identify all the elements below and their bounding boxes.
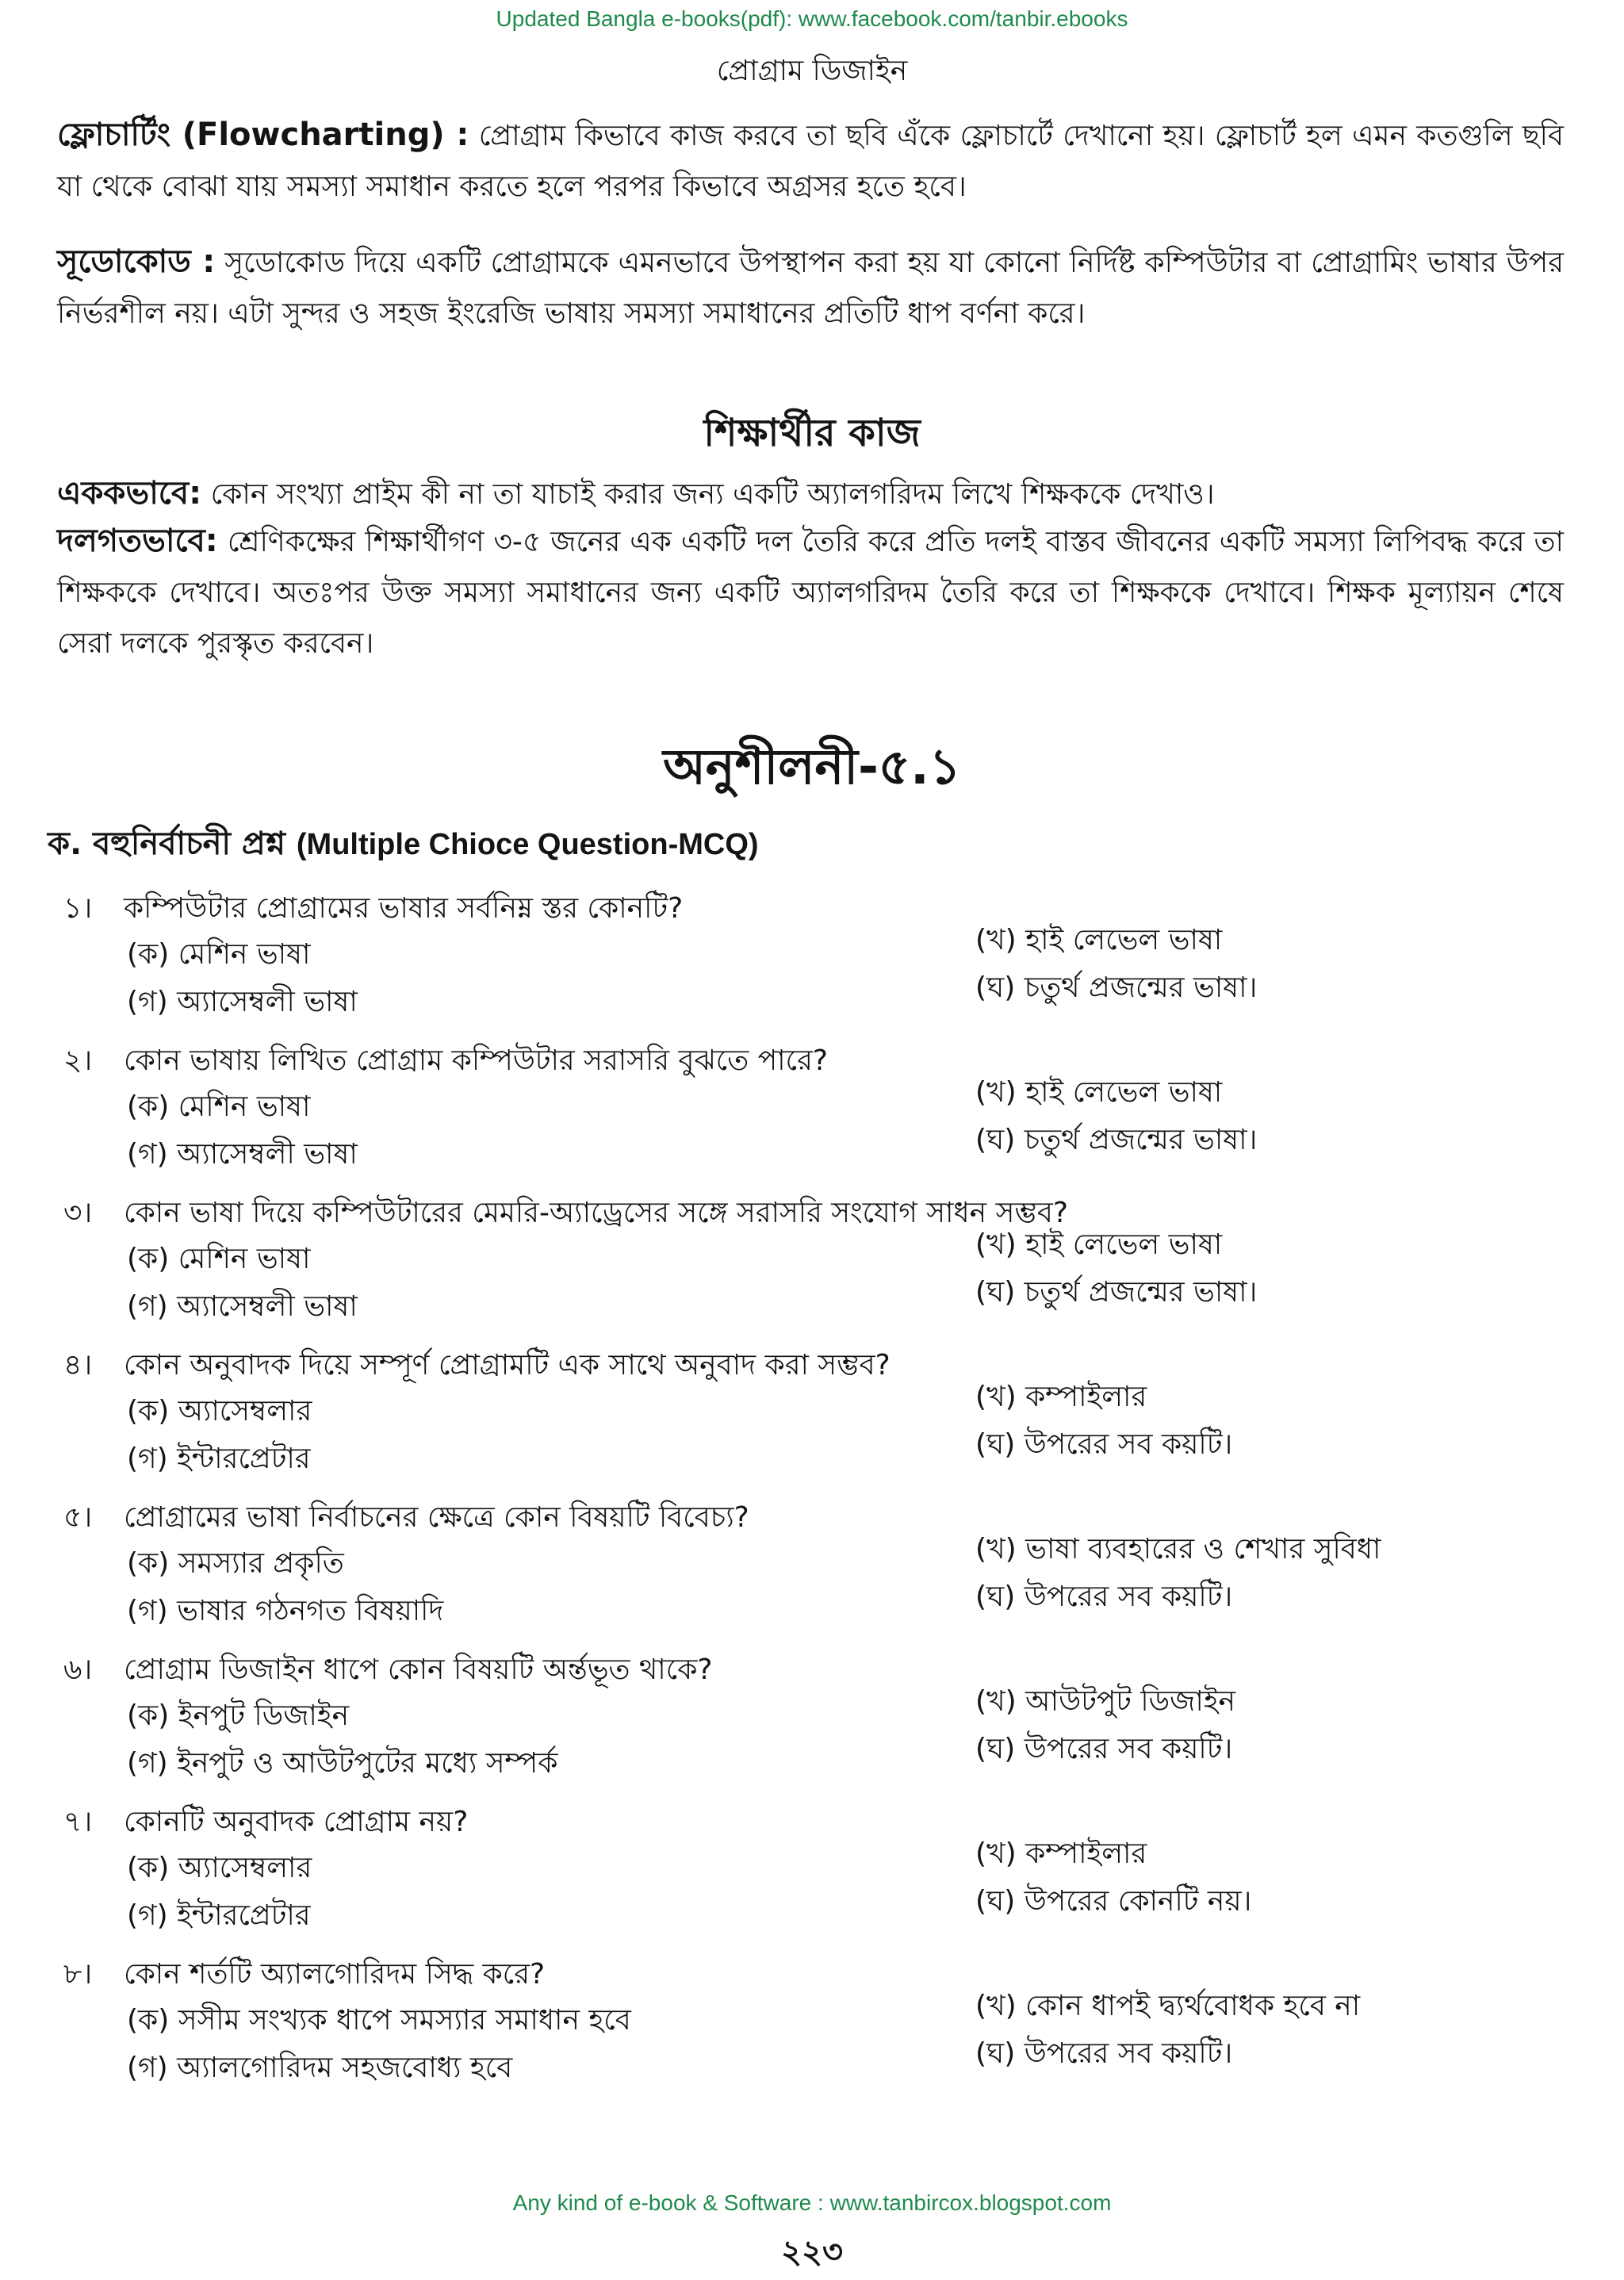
option-ka: (ক) সমস্যার প্রকৃতি: [127, 1547, 344, 1580]
individual-term: এককভাবে:: [57, 475, 202, 512]
question-stem: [63, 1952, 545, 2000]
question-number: ৪।: [63, 1349, 93, 1381]
pseudocode-paragraph: [57, 236, 1564, 339]
question-4: [63, 1343, 1570, 1494]
option-ga: (গ) অ্যালগোরিদম সহজবোধ্য হবে: [127, 2052, 513, 2084]
option-ka: (ক) মেশিন ভাষা: [127, 1243, 311, 1275]
question-number: ৫।: [63, 1501, 93, 1534]
question-text: কোন শর্তটি অ্যালগোরিদম সিদ্ধ করে?: [124, 1958, 546, 1991]
flowcharting-paragraph: [57, 109, 1564, 213]
question-text: কোন ভাষায় লিখিত প্রোগ্রাম কম্পিউটার সরাসরি বুঝতে পারে?: [124, 1044, 828, 1077]
question-number: ৭।: [63, 1806, 93, 1838]
question-number: ৮।: [63, 1958, 93, 1991]
question-5: [63, 1496, 1570, 1646]
exercise-heading: অনুশীলনী-৫.১: [663, 738, 961, 795]
question-stem: [63, 1496, 749, 1543]
option-kha: (খ) কোন ধাপই দ্ব্যর্থবোধক হবে না: [975, 1990, 1361, 2022]
question-stem: [63, 1800, 468, 1848]
question-8: [63, 1952, 1570, 2103]
option-ka: (ক) ইনপুট ডিজাইন: [127, 1699, 350, 1732]
question-stem: [63, 1343, 891, 1391]
option-gha: (ঘ) চতুর্থ প্রজন্মের ভাষা।: [975, 971, 1258, 1004]
mcq-heading-en: (Multiple Chioce Question-MCQ): [296, 828, 759, 861]
option-gha: (ঘ) চতুর্থ প্রজন্মের ভাষা।: [975, 1124, 1258, 1156]
option-kha: (খ) আউটপুট ডিজাইন: [975, 1685, 1235, 1718]
option-ga: (গ) ইন্টারপ্রেটার: [127, 1443, 311, 1475]
question-7: [63, 1800, 1570, 1951]
group-term: দলগতভাবে:: [57, 523, 218, 559]
option-kha: (খ) কম্পাইলার: [975, 1837, 1147, 1870]
option-ka: (ক) মেশিন ভাষা: [127, 1090, 311, 1123]
question-3: [63, 1191, 1570, 1342]
question-stem: [63, 1191, 1068, 1239]
option-kha: (খ) কম্পাইলার: [975, 1381, 1147, 1413]
option-gha: (ঘ) চতুর্থ প্রজন্মের ভাষা।: [975, 1276, 1258, 1309]
option-ga: (গ) অ্যাসেম্বলী ভাষা: [127, 1138, 358, 1171]
question-text: কোন ভাষা দিয়ে কম্পিউটারের মেমরি-অ্যাড্রেসের সঙ্গে সরাসরি সংযোগ সাধন সম্ভব?: [124, 1197, 1068, 1229]
question-stem: [63, 1039, 828, 1086]
flowcharting-term: ফ্লোচার্টিং (Flowcharting) :: [57, 117, 469, 153]
option-ga: (গ) ভাষার গঠনগত বিষয়াদি: [127, 1595, 444, 1627]
question-6: [63, 1648, 1570, 1799]
option-kha: (খ) হাই লেভেল ভাষা: [975, 1076, 1223, 1109]
option-gha: (ঘ) উপরের সব কয়টি।: [975, 1733, 1233, 1765]
option-kha: (খ) হাই লেভেল ভাষা: [975, 924, 1223, 956]
option-ka: (ক) অ্যাসেম্বলার: [127, 1852, 312, 1884]
question-text: কম্পিউটার প্রোগ্রামের ভাষার সর্বনিম্ন স্তর কোনটি?: [124, 892, 684, 925]
question-stem: [63, 887, 683, 934]
top-link-banner[interactable]: Updated Bangla e-books(pdf): www.facebook.com/tanbir.ebooks: [496, 6, 1128, 31]
individual-task-paragraph: [57, 468, 1564, 520]
student-task-heading: শিক্ষার্থীর কাজ: [703, 411, 921, 455]
question-text: প্রোগ্রাম ডিজাইন ধাপে কোন বিষয়টি অর্ন্তভূত থাকে?: [124, 1653, 713, 1686]
question-number: ২।: [63, 1044, 93, 1077]
bottom-link-banner[interactable]: Any kind of e-book & Software : www.tanbircox.blogspot.com: [512, 2190, 1112, 2215]
mcq-heading-bn: ক. বহুনির্বাচনী প্রশ্ন: [48, 826, 285, 862]
question-number: ৬।: [63, 1653, 93, 1686]
mcq-heading: [48, 818, 759, 872]
question-2: [63, 1039, 1570, 1190]
option-ga: (গ) অ্যাসেম্বলী ভাষা: [127, 1290, 358, 1323]
pseudocode-text: সূডোকোড দিয়ে একটি প্রোগ্রামকে এমনভাবে উপস্থাপন করা হয় যা কোনো নির্দিষ্ট কম্পিউটার বা প্রোগ্রামিং ভাষার উপর নির্ভরশীল নয়। এটা সুন্দর ও সহজ ইংরেজি ভাষায় সমস্যা সমাধানের প্রতিটি ধাপ বর্ণনা করে।: [57, 247, 1564, 330]
question-stem: [63, 1648, 713, 1696]
option-ga: (গ) ইন্টারপ্রেটার: [127, 1899, 311, 1932]
question-text: কোন অনুবাদক দিয়ে সম্পূর্ণ প্রোগ্রামটি এক সাথে অনুবাদ করা সম্ভব?: [124, 1349, 891, 1381]
option-kha: (খ) ভাষা ব্যবহারের ও শেখার সুবিধা: [975, 1533, 1381, 1565]
group-text: শ্রেণিকক্ষের শিক্ষার্থীগণ ৩-৫ জনের এক একটি দল তৈরি করে প্রতি দলই বাস্তব জীবনের একটি সমস্যা লিপিবদ্ধ করে তা শিক্ষককে দেখাবে। অতঃপর উক্ত সমস্যা সমাধানের জন্য একটি অ্যালগরিদম তৈরি করে তা শিক্ষককে দেখাবে। শিক্ষক মূল্যায়ন শেষে সেরা দলকে পুরস্কৃত করবেন।: [57, 526, 1564, 660]
option-ka: (ক) মেশিন ভাষা: [127, 938, 311, 971]
flowcharting-text: প্রোগ্রাম কিভাবে কাজ করবে তা ছবি এঁকে ফ্লোচার্টে দেখানো হয়। ফ্লোচার্ট হল এমন কতগুলি ছবি যা থেকে বোঝা যায় সমস্যা সমাধান করতে হলে পরপর কিভাবে অগ্রসর হতে হবে।: [57, 120, 1564, 203]
question-1: [63, 887, 1570, 1037]
option-gha: (ঘ) উপরের সব কয়টি।: [975, 2037, 1233, 2070]
running-head: প্রোগ্রাম ডিজাইন: [716, 55, 908, 87]
group-task-paragraph: [57, 515, 1564, 669]
option-ga: (গ) ইনপুট ও আউটপুটের মধ্যে সম্পর্ক: [127, 1747, 558, 1780]
option-gha: (ঘ) উপরের কোনটি নয়।: [975, 1885, 1252, 1918]
question-number: ৩।: [63, 1197, 93, 1229]
individual-text: কোন সংখ্যা প্রাইম কী না তা যাচাই করার জন্য একটি অ্যালগরিদম লিখে শিক্ষককে দেখাও।: [210, 478, 1215, 511]
pseudocode-term: সূডোকোড :: [57, 243, 216, 280]
question-text: কোনটি অনুবাদক প্রোগ্রাম নয়?: [124, 1806, 469, 1838]
page-number: ২২৩: [780, 2234, 844, 2270]
option-gha: (ঘ) উপরের সব কয়টি।: [975, 1581, 1233, 1613]
option-ka: (ক) অ্যাসেম্বলার: [127, 1395, 312, 1427]
option-kha: (খ) হাই লেভেল ভাষা: [975, 1228, 1223, 1261]
question-text: প্রোগ্রামের ভাষা নির্বাচনের ক্ষেত্রে কোন বিষয়টি বিবেচ্য?: [124, 1501, 749, 1534]
option-ka: (ক) সসীম সংখ্যক ধাপে সমস্যার সমাধান হবে: [127, 2004, 631, 2037]
option-gha: (ঘ) উপরের সব কয়টি।: [975, 1428, 1233, 1461]
option-ga: (গ) অ্যাসেম্বলী ভাষা: [127, 986, 358, 1018]
question-number: ১।: [63, 892, 93, 925]
